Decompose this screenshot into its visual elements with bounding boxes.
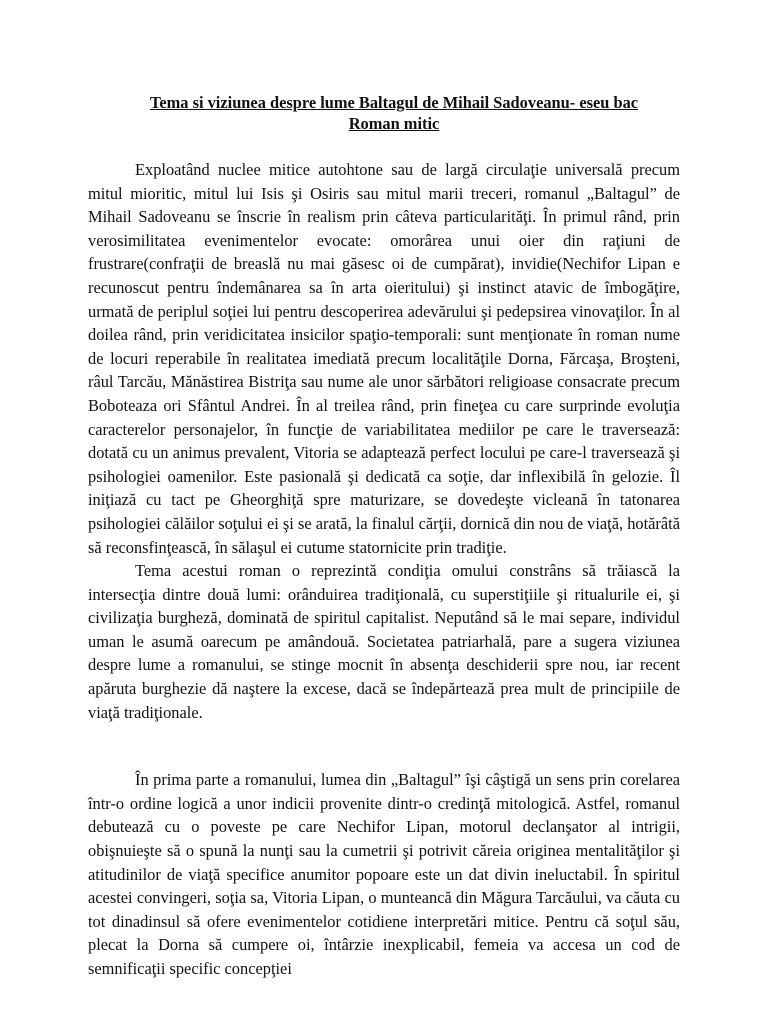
paragraph-3: În prima parte a romanului, lumea din „Baltagul” îşi câştigă un sens prin corelarea într-o ordine logică a unor indicii provenite dintr-o credinţă mitologică. Astfel, romanul debutează cu o poveste pe care Nechifor Lipan, motorul declanşator al intrigii, obişnuieşte să o spună la nunţi sau la cumetrii şi potrivit căreia originea mentalităţilor şi atitudinilor de viaţă specifice anumitor popoare este un dat divin ineluctabil. În spiritul acestei convingeri, soţia sa, Vitoria Lipan, o munteancă din Măgura Tarcăului, va căuta cu tot dinadinsul să ofere evenimentelor cotidiene interpretări mitice. Pentru că soţul său, plecat la Dorna să cumpere oi, întârzie inexplicabil, femeia va accesa un cod de semnificaţii specific concepţiei	[88, 770, 680, 978]
document-page	[88, 92, 680, 981]
document-title	[88, 92, 680, 134]
paragraph-spacer	[88, 724, 680, 768]
paragraph-2: Tema acestui roman o reprezintă condiţia omului constrâns să trăiască la intersecţia dintre două lumi: orânduirea tradiţională, cu superstiţiile şi ritualurile ei, şi civilizaţia burgheză, dominată de spiritul capitalist. Neputând să le mai separe, individul uman le asumă oarecum pe amândouă. Societatea patriarhală, pare a sugera viziunea despre lume a romanului, se stinge mocnit în absenţa deschiderii spre nou, iar recent apăruta burghezie dă naştere la excese, dacă se îndepărtează prea mult de principiile de viaţă tradiţionale.	[88, 561, 680, 722]
document-title-line-2: Roman mitic	[348, 114, 440, 133]
paragraph-1: Exploatând nuclee mitice autohtone sau de largă circulaţie universală precum mitul mioritic, mitul lui Isis şi Osiris sau mitul marii treceri, romanul „Baltagul” de Mihail Sadoveanu se înscrie în realism prin câteva particularităţi. În primul rând, prin verosimilitatea evenimentelor evocate: omorârea unui oier din raţiuni de frustrare(confraţii de breaslă nu mai găsesc oi de cumpărat), invidie(Nechifor Lipan e recunoscut pentru îndemânarea sa în arta oieritului) şi instinct atavic de îmbogăţire, urmată de periplul soţiei lui pentru descoperirea adevărului şi pedepsirea vinovaţilor. În al doilea rând, prin veridicitatea insicilor spaţio-temporali: sunt menţionate în roman nume de locuri reperabile în realitatea imediată precum localităţile Dorna, Fărcaşa, Broşteni, râul Tarcău, Mănăstirea Bistriţa sau nume ale unor sărbători religioase consacrate precum Boboteaza ori Sfântul Andrei. În al treilea rând, prin fineţea cu care surprinde evoluţia caracterelor personajelor, în funcţie de variabilitatea mediilor pe care le traversează: dotată cu un animus prevalent, Vitoria se adaptează perfect locului pe care-l traversează şi psihologiei oamenilor. Este pasională şi dedicată ca soţie, dar inflexibilă în gelozie. Îl iniţiază cu tact pe Gheorghiţă spre maturizare, se dovedeşte vicleană în tatonarea psihologiei călăilor soţului ei şi se arată, la finalul cărţii, dornică din nou de viaţă, hotărâtă să reconsfinţească, în sălaşul ei cutume statornicite prin tradiţie.	[88, 160, 680, 557]
document-title-line-1: Tema si viziunea despre lume Baltagul de Mihail Sadoveanu- eseu bac	[149, 93, 639, 112]
